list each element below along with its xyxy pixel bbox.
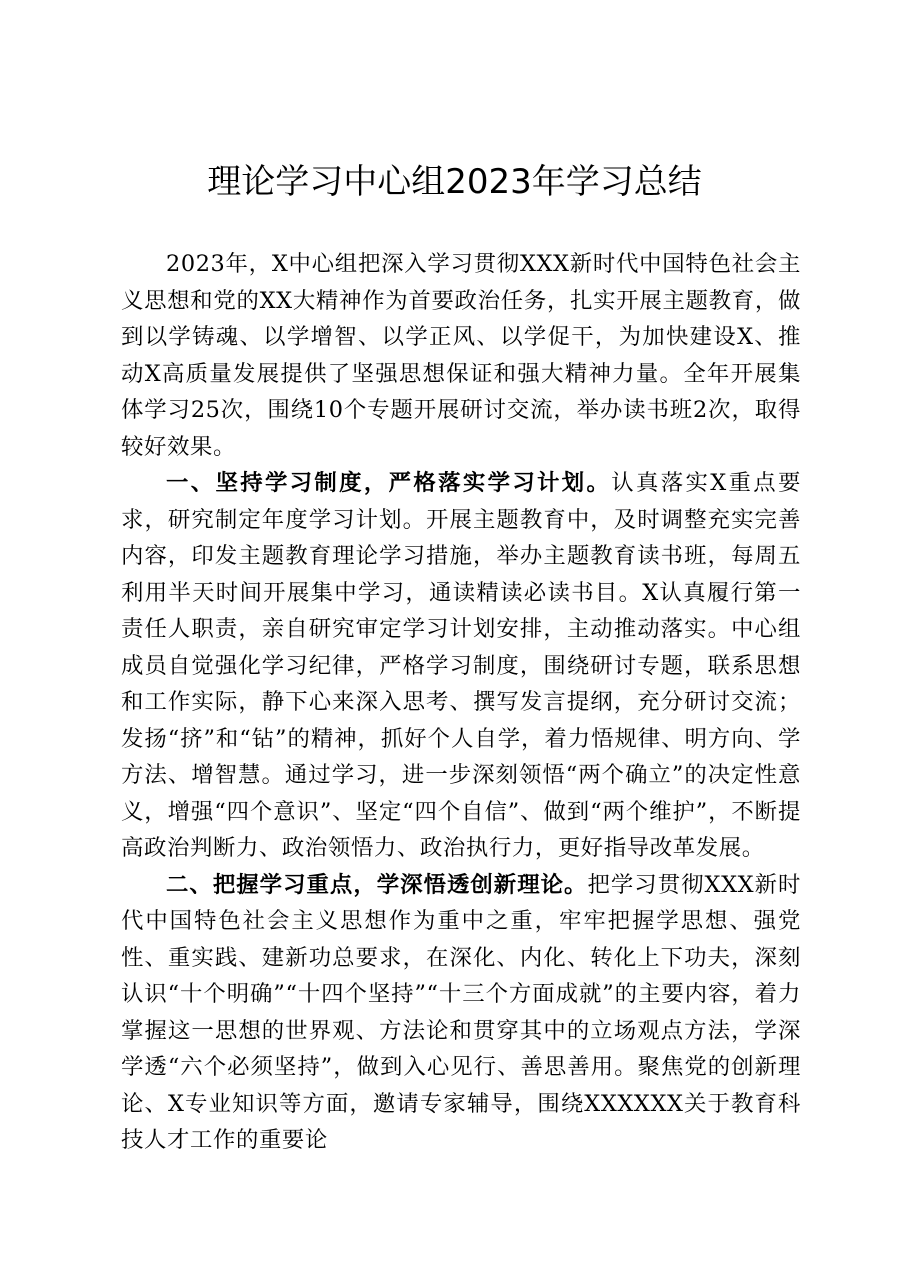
section-heading-2: 二、把握学习重点，学深悟透创新理论。 bbox=[166, 871, 588, 898]
paragraph-section-2 bbox=[121, 867, 801, 1159]
paragraph-section-1 bbox=[121, 465, 801, 867]
paragraph-text: 把学习贯彻XXX新时代中国特色社会主义思想作为重中之重，牢牢把握学思想、强党性、重实践、建新功总要求，在深化、内化、转化上下功夫，深刻认识“十个明确”“十四个坚持”“十三个方面成就”的主要内容，着力掌握这一思想的世界观、方法论和贯穿其中的立场观点方法，学深学透“六个必须坚持”，做到入心见行、善思善用。聚焦党的创新理论、X专业知识等方面，邀请专家辅导，围绕XXXXXX关于教育科技人才工作的重要论 bbox=[121, 871, 801, 1153]
paragraph-text: 2023年，X中心组把深入学习贯彻XXX新时代中国特色社会主义思想和党的XX大精神作为首要政治任务，扎实开展主题教育，做到以学铸魂、以学增智、以学正风、以学促干，为加快建设X、推动X高质量发展提供了坚强思想保证和强大精神力量。全年开展集体学习25次，围绕10个专题开展研讨交流，举办读书班2次，取得较好效果。 bbox=[121, 251, 801, 460]
paragraph-text: 认真落实X重点要求，研究制定年度学习计划。开展主题教育中，及时调整充实完善内容，印发主题教育理论学习措施，举办主题教育读书班，每周五利用半天时间开展集中学习，通读精读必读书目。X认真履行第一责任人职责，亲自研究审定学习计划安排，主动推动落实。中心组成员自觉强化学习纪律，严格学习制度，围绕研讨专题，联系思想和工作实际，静下心来深入思考、撰写发言提纲，充分研讨交流；发扬“挤”和“钻”的精神，抓好个人自学，着力悟规律、明方向、学方法、增智慧。通过学习，进一步深刻领悟“两个确立”的决定性意义，增强“四个意识”、坚定“四个自信”、做到“两个维护”，不断提高政治判断力、政治领悟力、政治执行力，更好指导改革发展。 bbox=[121, 470, 801, 861]
paragraph-intro bbox=[121, 246, 801, 465]
section-heading-1: 一、坚持学习制度，严格落实学习计划。 bbox=[166, 470, 612, 496]
document-title: 理论学习中心组2023年学习总结 bbox=[207, 162, 702, 202]
document-body bbox=[121, 246, 801, 1159]
